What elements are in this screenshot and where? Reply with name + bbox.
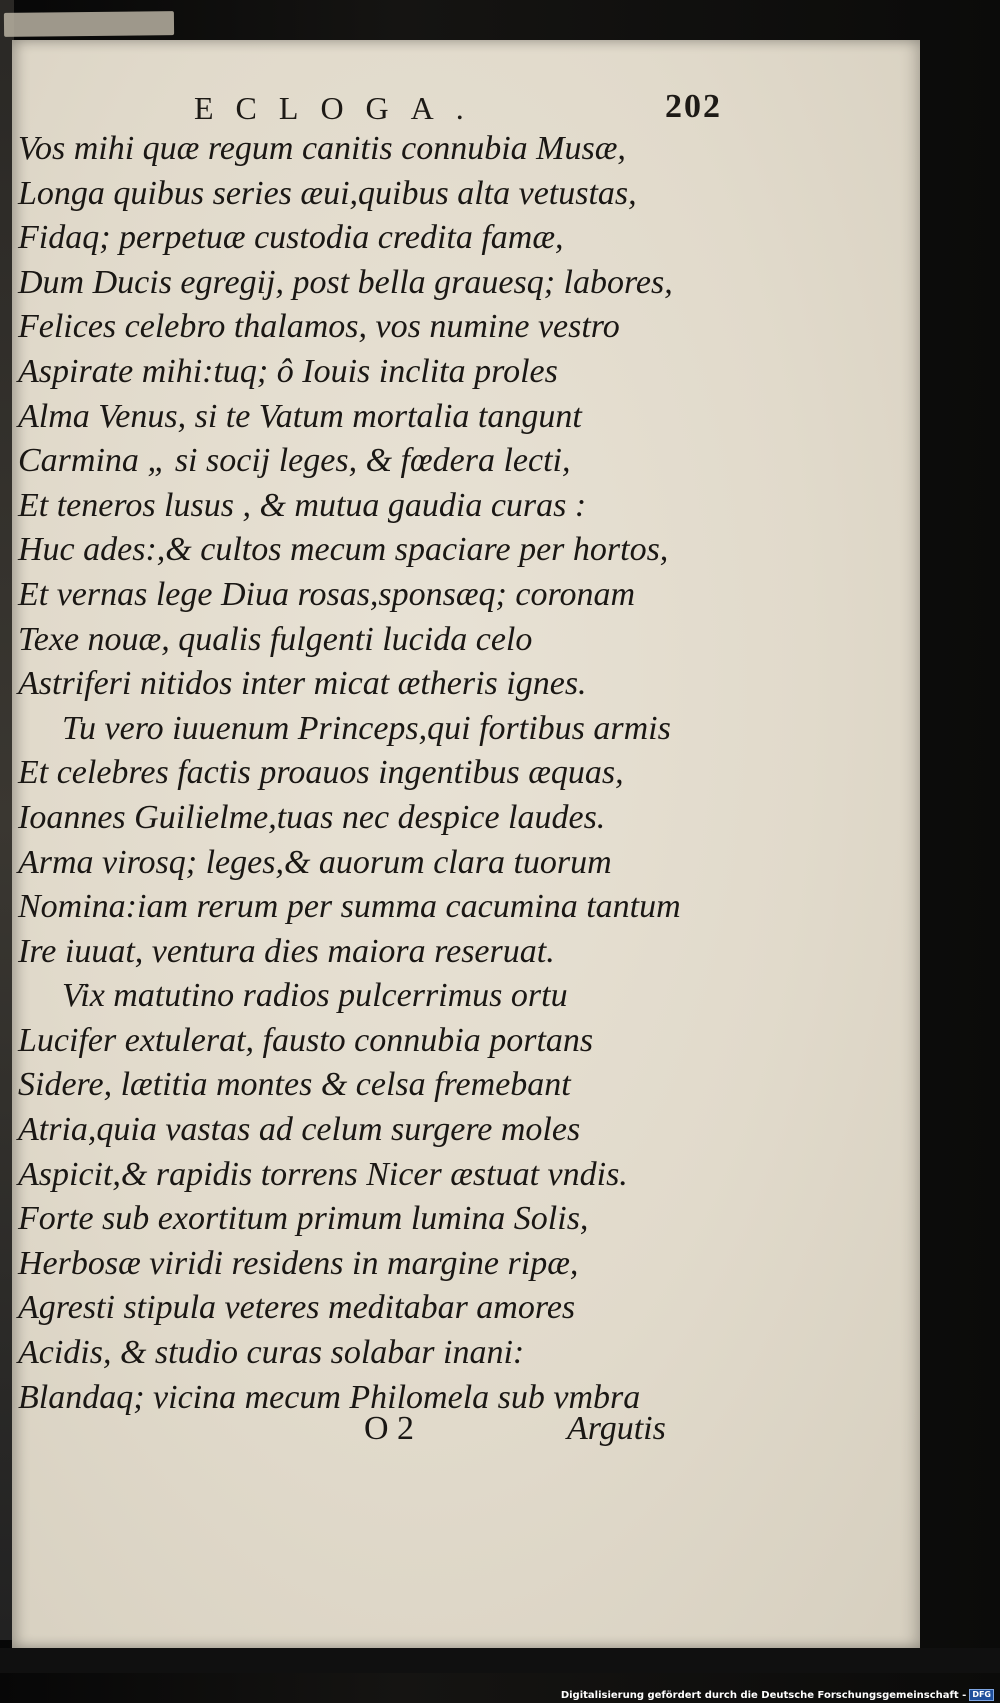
verse-line: Atria,quia vastas ad celum surgere moles <box>18 1111 581 1149</box>
verse-line: Fidaq; perpetuæ custodia credita famæ, <box>18 219 564 257</box>
verse-line: Texe nouæ, qualis fulgenti lucida celo <box>18 620 533 658</box>
verse-line: Et celebres factis proauos ingentibus æquas, <box>18 754 624 792</box>
verse-line: Vix matutino radios pulcerrimus ortu <box>62 977 568 1015</box>
verse-line: Huc ades:,& cultos mecum spaciare per hortos, <box>18 531 669 569</box>
dfg-logo-icon: DFG <box>969 1689 994 1701</box>
verse-line: Felices celebro thalamos, vos numine vestro <box>18 308 620 346</box>
book-page <box>12 40 920 1648</box>
verse-line: Ioannes Guilielme,tuas nec despice laudes. <box>18 798 606 836</box>
verse-line: Longa quibus series æui,quibus alta vetustas, <box>18 174 637 212</box>
verse-line: Et vernas lege Diua rosas,sponsæq; coronam <box>18 575 635 613</box>
verse-line: Ire iuuat, ventura dies maiora reseruat. <box>18 932 555 970</box>
preceding-leaf-edge <box>4 11 174 37</box>
verse-line: Agresti stipula veteres meditabar amores <box>18 1289 576 1327</box>
verse-line: Acidis, & studio curas solabar inani: <box>18 1334 525 1372</box>
running-title: ECLOGA. <box>194 90 486 126</box>
verse-line: Dum Ducis egregij, post bella grauesq; labores, <box>18 263 673 301</box>
signature-mark: O 2 <box>364 1410 415 1447</box>
verse-line: Sidere, lætitia montes & celsa fremebant <box>18 1066 571 1104</box>
verse-line: Astriferi nitidos inter micat ætheris ignes. <box>18 665 587 703</box>
verse-line: Nomina:iam rerum per summa cacumina tantum <box>18 888 681 926</box>
verse-line: Arma virosq; leges,& auorum clara tuorum <box>18 843 612 881</box>
verse-block <box>18 127 898 1420</box>
verse-line: Aspicit,& rapidis torrens Nicer æstuat vndis. <box>18 1155 628 1193</box>
verse-line: Vos mihi quæ regum canitis connubia Musæ, <box>18 130 626 167</box>
verse-line: Carmina „ si socij leges, & fœdera lecti, <box>18 442 571 480</box>
verse-line: Aspirate mihi:tuq; ô Iouis inclita proles <box>18 352 558 390</box>
page-number: 202 <box>665 88 722 125</box>
verse-line: Tu vero iuuenum Princeps,qui fortibus armis <box>62 709 671 747</box>
digitization-credit <box>561 1689 994 1701</box>
verse-line: Herbosæ viridi residens in margine ripæ, <box>18 1244 579 1282</box>
verse-line: Forte sub exortitum primum lumina Solis, <box>18 1200 589 1238</box>
scan-bottom-band <box>0 1648 1000 1673</box>
catchline <box>12 1410 920 1454</box>
verse-line: Blandaq; vicina mecum Philomela sub vmbra <box>18 1378 641 1416</box>
credit-text: Digitalisierung gefördert durch die Deutsche Forschungsgemeinschaft - <box>560 1689 967 1701</box>
verse-line: Et teneros lusus , & mutua gaudia curas : <box>18 486 587 524</box>
catchword: Argutis <box>567 1410 666 1447</box>
verse-line: Alma Venus, si te Vatum mortalia tangunt <box>18 397 582 435</box>
verse-line: Lucifer extulerat, fausto connubia portans <box>18 1021 594 1059</box>
